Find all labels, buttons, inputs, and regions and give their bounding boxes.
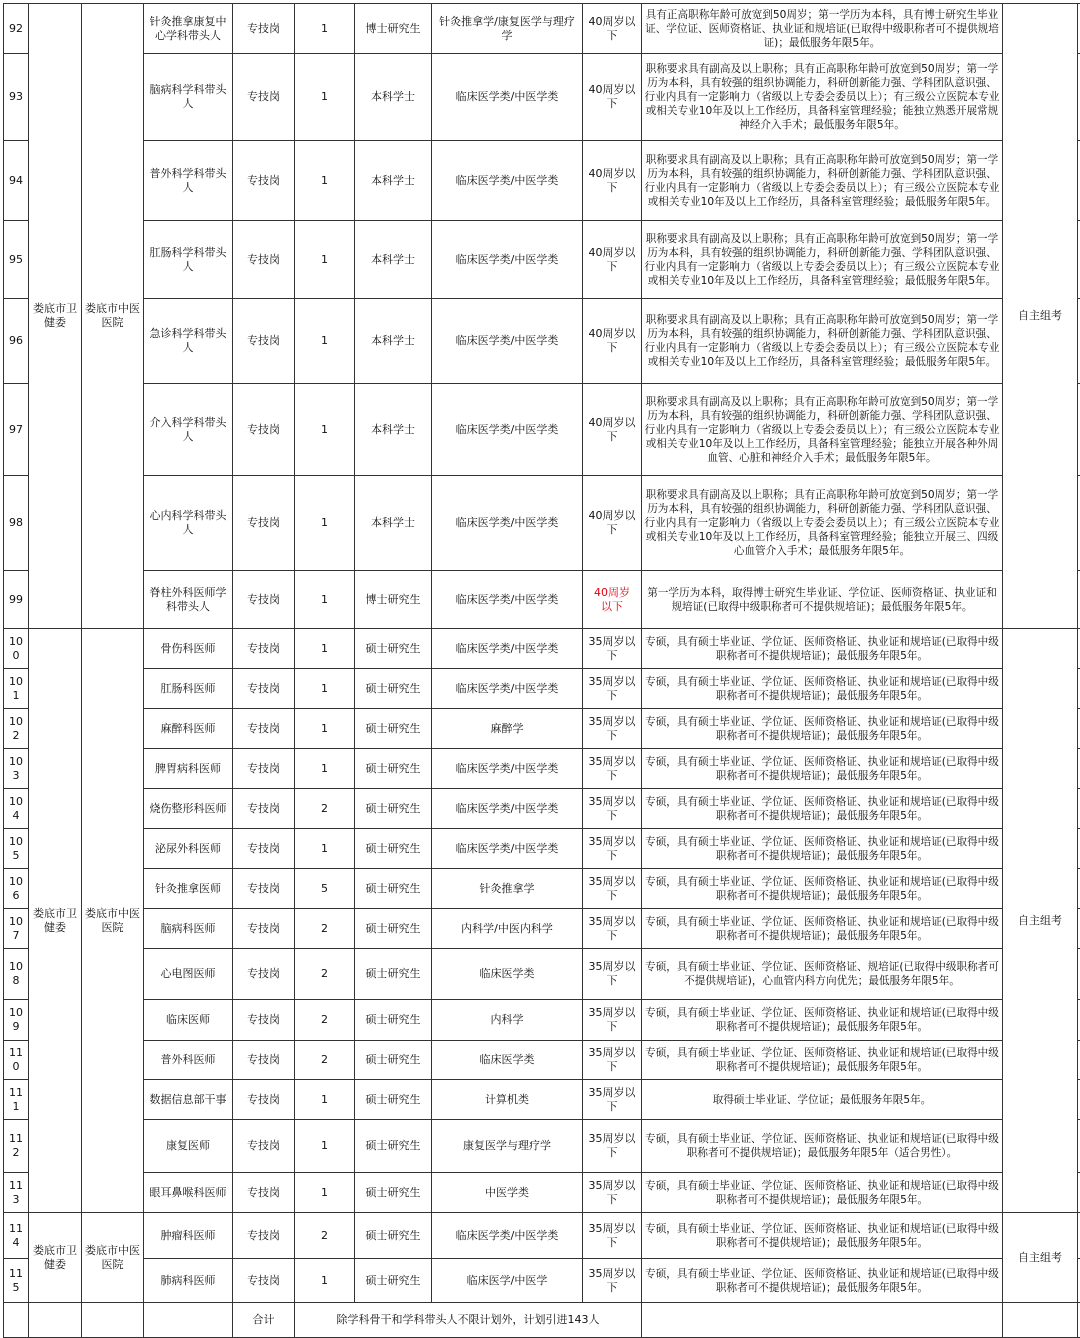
age-limit: 40周岁 以下 (583, 571, 642, 629)
row-number: 104 (4, 789, 29, 829)
table-row (4, 789, 1080, 829)
row-number: 92 (4, 4, 29, 54)
table-row (4, 1041, 1080, 1080)
major: 临床医学类 (432, 949, 583, 1000)
row-number: 102 (4, 709, 29, 749)
education: 本科学士 (355, 141, 432, 221)
row-number: 108 (4, 949, 29, 1000)
post-name: 脑病科医师 (144, 909, 233, 949)
education: 硕士研究生 (355, 949, 432, 1000)
age-limit: 35周岁以下 (583, 1259, 642, 1303)
row-number: 105 (4, 829, 29, 869)
education: 硕士研究生 (355, 749, 432, 789)
major: 临床医学类/中医学类 (432, 571, 583, 629)
education: 硕士研究生 (355, 1041, 432, 1080)
requirements: 专硕，具有硕士毕业证、学位证、医师资格证、执业证和规培证(已取得中级职称者可不提供规培证)；最低服务年限5年。 (642, 789, 1003, 829)
education: 硕士研究生 (355, 1259, 432, 1303)
unit-cell: 娄底市卫健委 (29, 1213, 82, 1303)
education: 硕士研究生 (355, 1080, 432, 1120)
empty-cell (29, 1303, 82, 1338)
table-row (4, 1173, 1080, 1213)
major: 内科学 (432, 1000, 583, 1041)
post-count: 1 (295, 299, 355, 384)
post-type: 专技岗 (233, 909, 295, 949)
post-type: 专技岗 (233, 571, 295, 629)
age-limit: 35周岁以下 (583, 669, 642, 709)
empty-cell (4, 1303, 29, 1338)
row-number: 97 (4, 384, 29, 476)
table-row (4, 909, 1080, 949)
post-type: 专技岗 (233, 949, 295, 1000)
requirements: 专硕，具有硕士毕业证、学位证、医师资格证、执业证和规培证(已取得中级职称者可不提供规培证)；最低服务年限5年。 (642, 869, 1003, 909)
table-row (4, 476, 1080, 571)
total-note: 除学科骨干和学科带头人不限计划外，计划引进143人 (295, 1303, 642, 1338)
age-limit: 40周岁以下 (583, 221, 642, 299)
post-name: 肛肠科医师 (144, 669, 233, 709)
table-row (4, 829, 1080, 869)
major: 麻醉学 (432, 709, 583, 749)
post-type: 专技岗 (233, 1041, 295, 1080)
requirements: 专硕，具有硕士毕业证、学位证、医师资格证、执业证和规培证(已取得中级职称者可不提供规培证)；最低服务年限5年。 (642, 1213, 1003, 1259)
major: 临床医学类/中医学类 (432, 141, 583, 221)
requirements: 专硕，具有硕士毕业证、学位证、医师资格证、执业证和规培证(已取得中级职称者可不提供规培证)；最低服务年限5年。 (642, 629, 1003, 669)
row-number: 99 (4, 571, 29, 629)
table-row (4, 949, 1080, 1000)
post-type: 专技岗 (233, 1000, 295, 1041)
education: 硕士研究生 (355, 1173, 432, 1213)
unit-cell: 娄底市卫健委 (29, 4, 82, 629)
age-limit: 40周岁以下 (583, 476, 642, 571)
row-number: 114 (4, 1213, 29, 1259)
education: 博士研究生 (355, 571, 432, 629)
major: 临床医学类/中医学类 (432, 299, 583, 384)
education: 硕士研究生 (355, 629, 432, 669)
post-type: 专技岗 (233, 1259, 295, 1303)
method-cell: 自主组考 (1003, 629, 1078, 1213)
post-count: 2 (295, 949, 355, 1000)
age-limit: 35周岁以下 (583, 1173, 642, 1213)
requirements: 专硕，具有硕士毕业证、学位证、医师资格证、执业证和规培证(已取得中级职称者可不提供规培证)；最低服务年限5年。 (642, 909, 1003, 949)
row-number: 110 (4, 1041, 29, 1080)
row-number: 96 (4, 299, 29, 384)
age-limit: 35周岁以下 (583, 949, 642, 1000)
requirements: 取得硕士毕业证、学位证；最低服务年限5年。 (642, 1080, 1003, 1120)
empty-cell (1003, 1303, 1078, 1338)
post-name: 肛肠科学科带头人 (144, 221, 233, 299)
post-count: 2 (295, 1213, 355, 1259)
table-row (4, 869, 1080, 909)
requirements: 职称要求具有副高及以上职称；具有正高职称年龄可放宽到50周岁；第一学历为本科，具有较强的组织协调能力，科研创新能力强、学科团队意识强、行业内具有一定影响力（省级以上专委会委员以上）；有三级公立医院本专业或相关专业10年及以上工作经历，具备科室管理经验；最低服务年限5年。 (642, 221, 1003, 299)
table-row (4, 384, 1080, 476)
requirements: 专硕，具有硕士毕业证、学位证、医师资格证、执业证和规培证(已取得中级职称者可不提供规培证)；最低服务年限5年。 (642, 1000, 1003, 1041)
major: 针灸推拿学/康复医学与理疗学 (432, 4, 583, 54)
post-name: 临床医师 (144, 1000, 233, 1041)
education: 本科学士 (355, 221, 432, 299)
requirements: 专硕，具有硕士毕业证、学位证、医师资格证、执业证和规培证(已取得中级职称者可不提供规培证)；最低服务年限5年（适合男性）。 (642, 1120, 1003, 1173)
education: 硕士研究生 (355, 1213, 432, 1259)
age-limit: 35周岁以下 (583, 1213, 642, 1259)
post-name: 介入科学科带头人 (144, 384, 233, 476)
row-number: 93 (4, 54, 29, 141)
post-name: 泌尿外科医师 (144, 829, 233, 869)
post-type: 专技岗 (233, 629, 295, 669)
table-row (4, 1213, 1080, 1259)
requirements: 专硕，具有硕士毕业证、学位证、医师资格证、执业证和规培证(已取得中级职称者可不提供规培证)；最低服务年限5年。 (642, 1259, 1003, 1303)
post-count: 2 (295, 1000, 355, 1041)
major: 临床医学类/中医学类 (432, 789, 583, 829)
table-row (4, 141, 1080, 221)
post-count: 1 (295, 1080, 355, 1120)
age-limit: 35周岁以下 (583, 789, 642, 829)
row-number: 94 (4, 141, 29, 221)
major: 针灸推拿学 (432, 869, 583, 909)
major: 临床医学类/中医学类 (432, 221, 583, 299)
post-type: 专技岗 (233, 299, 295, 384)
requirements: 职称要求具有副高及以上职称；具有正高职称年龄可放宽到50周岁；第一学历为本科，具有较强的组织协调能力，科研创新能力强、学科团队意识强、行业内具有一定影响力（省级以上专委会委员以上）；有三级公立医院本专业或相关专业10年及以上工作经历，具备科室管理经验；能独立开展三、四级心血管介入手术；最低服务年限5年。 (642, 476, 1003, 571)
recruitment-table (3, 3, 1080, 1338)
post-name: 脑病科学科带头人 (144, 54, 233, 141)
unit-cell: 娄底市卫健委 (29, 629, 82, 1213)
table-row (4, 629, 1080, 669)
post-type: 专技岗 (233, 749, 295, 789)
post-count: 1 (295, 829, 355, 869)
major: 临床医学类/中医学类 (432, 669, 583, 709)
major: 临床医学类/中医学类 (432, 384, 583, 476)
age-limit: 35周岁以下 (583, 829, 642, 869)
table-row (4, 571, 1080, 629)
post-name: 心电图医师 (144, 949, 233, 1000)
post-type: 专技岗 (233, 54, 295, 141)
post-count: 1 (295, 1259, 355, 1303)
table-row (4, 1000, 1080, 1041)
post-count: 1 (295, 476, 355, 571)
post-name: 脾胃病科医师 (144, 749, 233, 789)
post-count: 1 (295, 669, 355, 709)
post-count: 1 (295, 629, 355, 669)
requirements: 职称要求具有副高及以上职称；具有正高职称年龄可放宽到50周岁；第一学历为本科，具有较强的组织协调能力，科研创新能力强、学科团队意识强、行业内具有一定影响力（省级以上专委会委员以上）；有三级公立医院本专业或相关专业10年及以上工作经历，具备科室管理经验；最低服务年限5年。 (642, 299, 1003, 384)
table-row (4, 749, 1080, 789)
post-count: 1 (295, 141, 355, 221)
major: 内科学/中医内科学 (432, 909, 583, 949)
age-limit: 35周岁以下 (583, 1120, 642, 1173)
education: 本科学士 (355, 299, 432, 384)
requirements: 具有正高职称年龄可放宽到50周岁；第一学历为本科，具有博士研究生毕业证、学位证、医师资格证、执业证和规培证(已取得中级职称者可不提供规培证)；最低服务年限5年。 (642, 4, 1003, 54)
major: 临床医学类/中医学类 (432, 829, 583, 869)
age-limit: 40周岁以下 (583, 299, 642, 384)
post-name: 康复医师 (144, 1120, 233, 1173)
education: 硕士研究生 (355, 1000, 432, 1041)
education: 博士研究生 (355, 4, 432, 54)
post-type: 专技岗 (233, 1173, 295, 1213)
table-row (4, 221, 1080, 299)
requirements: 专硕，具有硕士毕业证、学位证、医师资格证、执业证和规培证(已取得中级职称者可不提供规培证)；最低服务年限5年。 (642, 1173, 1003, 1213)
post-type: 专技岗 (233, 789, 295, 829)
table-row (4, 299, 1080, 384)
hospital-cell: 娄底市中医医院 (82, 4, 144, 629)
major: 临床医学类/中医学类 (432, 54, 583, 141)
post-count: 2 (295, 789, 355, 829)
post-type: 专技岗 (233, 829, 295, 869)
row-number: 101 (4, 669, 29, 709)
major: 临床医学类 (432, 1041, 583, 1080)
table-row (4, 1120, 1080, 1173)
post-name: 数据信息部干事 (144, 1080, 233, 1120)
table-row (4, 709, 1080, 749)
age-limit: 40周岁以下 (583, 384, 642, 476)
age-limit: 35周岁以下 (583, 1080, 642, 1120)
post-name: 心内科学科带头人 (144, 476, 233, 571)
post-count: 1 (295, 221, 355, 299)
post-type: 专技岗 (233, 1120, 295, 1173)
requirements: 专硕，具有硕士毕业证、学位证、医师资格证、执业证和规培证(已取得中级职称者可不提供规培证)；最低服务年限5年。 (642, 829, 1003, 869)
requirements: 专硕，具有硕士毕业证、学位证、医师资格证、执业证和规培证(已取得中级职称者可不提供规培证)；最低服务年限5年。 (642, 709, 1003, 749)
method-cell: 自主组考 (1003, 1213, 1078, 1303)
empty-cell (642, 1303, 1003, 1338)
major: 临床医学类/中医学类 (432, 1213, 583, 1259)
post-type: 专技岗 (233, 1080, 295, 1120)
post-count: 1 (295, 384, 355, 476)
post-name: 肿瘤科医师 (144, 1213, 233, 1259)
post-count: 5 (295, 869, 355, 909)
education: 硕士研究生 (355, 829, 432, 869)
requirements: 职称要求具有副高及以上职称；具有正高职称年龄可放宽到50周岁；第一学历为本科，具有较强的组织协调能力，科研创新能力强、学科团队意识强、行业内具有一定影响力（省级以上专委会委员以上）；有三级公立医院本专业或相关专业10年及以上工作经历，具备科室管理经验；能独立熟悉开展常规神经介入手术；最低服务年限5年。 (642, 54, 1003, 141)
post-type: 专技岗 (233, 1213, 295, 1259)
education: 硕士研究生 (355, 669, 432, 709)
post-name: 烧伤整形科医师 (144, 789, 233, 829)
row-number: 103 (4, 749, 29, 789)
post-name: 麻醉科医师 (144, 709, 233, 749)
post-name: 急诊科学科带头人 (144, 299, 233, 384)
row-number: 112 (4, 1120, 29, 1173)
table-row (4, 54, 1080, 141)
age-limit: 40周岁以下 (583, 4, 642, 54)
post-type: 专技岗 (233, 221, 295, 299)
age-limit: 40周岁以下 (583, 54, 642, 141)
total-row (4, 1303, 1080, 1338)
empty-cell (82, 1303, 144, 1338)
post-type: 专技岗 (233, 669, 295, 709)
major: 计算机类 (432, 1080, 583, 1120)
requirements: 职称要求具有副高及以上职称；具有正高职称年龄可放宽到50周岁；第一学历为本科，具有较强的组织协调能力，科研创新能力强、学科团队意识强、行业内具有一定影响力（省级以上专委会委员以上）；有三级公立医院本专业或相关专业10年及以上工作经历，具备科室管理经验；最低服务年限5年。 (642, 141, 1003, 221)
age-limit: 35周岁以下 (583, 709, 642, 749)
education: 硕士研究生 (355, 1120, 432, 1173)
requirements: 专硕，具有硕士毕业证、学位证、医师资格证、执业证和规培证(已取得中级职称者可不提供规培证)；最低服务年限5年。 (642, 669, 1003, 709)
education: 硕士研究生 (355, 789, 432, 829)
table-row (4, 4, 1080, 54)
row-number: 95 (4, 221, 29, 299)
post-name: 普外科学科带头人 (144, 141, 233, 221)
row-number: 115 (4, 1259, 29, 1303)
requirements: 专硕，具有硕士毕业证、学位证、医师资格证、执业证和规培证(已取得中级职称者可不提供规培证)；最低服务年限5年。 (642, 749, 1003, 789)
age-limit: 35周岁以下 (583, 749, 642, 789)
post-count: 2 (295, 909, 355, 949)
table-row (4, 1080, 1080, 1120)
table-row (4, 1259, 1080, 1303)
post-count: 1 (295, 1173, 355, 1213)
post-name: 骨伤科医师 (144, 629, 233, 669)
age-limit: 35周岁以下 (583, 869, 642, 909)
post-type: 专技岗 (233, 141, 295, 221)
post-count: 1 (295, 571, 355, 629)
education: 硕士研究生 (355, 709, 432, 749)
post-name: 针灸推拿康复中心学科带头人 (144, 4, 233, 54)
post-count: 1 (295, 749, 355, 789)
row-number: 113 (4, 1173, 29, 1213)
post-name: 脊柱外科医师学科带头人 (144, 571, 233, 629)
major: 中医学类 (432, 1173, 583, 1213)
post-count: 1 (295, 4, 355, 54)
major: 临床医学/中医学 (432, 1259, 583, 1303)
major: 临床医学类/中医学类 (432, 749, 583, 789)
post-type: 专技岗 (233, 476, 295, 571)
total-label: 合计 (233, 1303, 295, 1338)
age-limit: 40周岁以下 (583, 141, 642, 221)
post-count: 1 (295, 54, 355, 141)
row-number: 98 (4, 476, 29, 571)
row-number: 111 (4, 1080, 29, 1120)
post-type: 专技岗 (233, 384, 295, 476)
education: 本科学士 (355, 54, 432, 141)
row-number: 109 (4, 1000, 29, 1041)
education: 本科学士 (355, 384, 432, 476)
education: 硕士研究生 (355, 869, 432, 909)
post-name: 肺病科医师 (144, 1259, 233, 1303)
post-type: 专技岗 (233, 709, 295, 749)
requirements: 职称要求具有副高及以上职称；具有正高职称年龄可放宽到50周岁；第一学历为本科，具有较强的组织协调能力，科研创新能力强、学科团队意识强、行业内具有一定影响力（省级以上专委会委员以上）；有三级公立医院本专业或相关专业10年及以上工作经历，具备科室管理经验；能独立开展各种外周血管、心脏和神经介入手术；最低服务年限5年。 (642, 384, 1003, 476)
method-cell: 自主组考 (1003, 4, 1078, 629)
education: 硕士研究生 (355, 909, 432, 949)
post-name: 眼耳鼻喉科医师 (144, 1173, 233, 1213)
age-limit: 35周岁以下 (583, 1000, 642, 1041)
major: 临床医学类/中医学类 (432, 476, 583, 571)
major: 临床医学类/中医学类 (432, 629, 583, 669)
post-count: 2 (295, 1041, 355, 1080)
post-name: 针灸推拿医师 (144, 869, 233, 909)
major: 康复医学与理疗学 (432, 1120, 583, 1173)
empty-cell (144, 1303, 233, 1338)
requirements: 专硕，具有硕士毕业证、学位证、医师资格证、执业证和规培证(已取得中级职称者可不提供规培证)；最低服务年限5年。 (642, 1041, 1003, 1080)
age-limit: 35周岁以下 (583, 1041, 642, 1080)
requirements: 第一学历为本科，取得博士研究生毕业证、学位证、医师资格证、执业证和规培证(已取得中级职称者可不提供规培证)；最低服务年限5年。 (642, 571, 1003, 629)
education: 本科学士 (355, 476, 432, 571)
age-limit: 35周岁以下 (583, 909, 642, 949)
hospital-cell: 娄底市中医医院 (82, 1213, 144, 1303)
post-name: 普外科医师 (144, 1041, 233, 1080)
row-number: 106 (4, 869, 29, 909)
requirements: 专硕，具有硕士毕业证、学位证、医师资格证、规培证(已取得中级职称者可不提供规培证)，心血管内科方向优先；最低服务年限5年。 (642, 949, 1003, 1000)
table-row (4, 669, 1080, 709)
post-count: 1 (295, 1120, 355, 1173)
post-count: 1 (295, 709, 355, 749)
row-number: 107 (4, 909, 29, 949)
row-number: 100 (4, 629, 29, 669)
age-limit: 35周岁以下 (583, 629, 642, 669)
hospital-cell: 娄底市中医医院 (82, 629, 144, 1213)
post-type: 专技岗 (233, 4, 295, 54)
post-type: 专技岗 (233, 869, 295, 909)
